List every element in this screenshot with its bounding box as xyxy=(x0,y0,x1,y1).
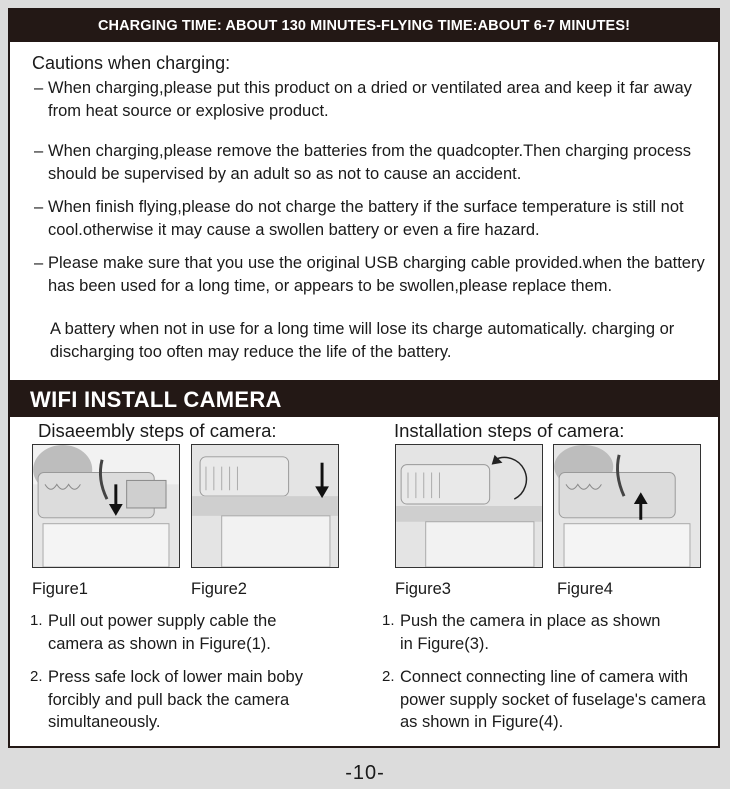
figure3-label: Figure3 xyxy=(395,580,451,598)
installation-step: 2. Connect connecting line of camera with power supply socket of fuselage's camera as shown in Figure(4). xyxy=(382,668,706,731)
figure4-label: Figure4 xyxy=(557,580,613,598)
installation-step: 1. Push the camera in place as shown in Figure(3). xyxy=(382,612,661,653)
figure2-label: Figure2 xyxy=(191,580,247,598)
cautions-title: Cautions when charging: xyxy=(32,53,231,73)
caution-item: – When charging,please remove the batteries from the quadcopter.Then charging process should be supervised by an adult so as not to cause an accident. xyxy=(34,142,691,183)
caution-item: – When finish flying,please do not charge the battery if the surface temperature is still not cool.otherwise it may cause a swollen battery or even a fire hazard. xyxy=(34,198,684,239)
figure2-illustration xyxy=(192,445,338,567)
figure1-illustration xyxy=(33,445,179,567)
page-number: -10- xyxy=(345,762,385,784)
disassembly-step: 2. Press safe lock of lower main boby forcibly and pull back the camera simultaneously. xyxy=(30,668,303,731)
disassembly-step: 1. Pull out power supply cable the camera as shown in Figure(1). xyxy=(30,612,277,653)
figure1-photo xyxy=(32,444,180,568)
figure3-illustration xyxy=(396,445,542,567)
content-panel xyxy=(8,8,720,748)
figure1-label: Figure1 xyxy=(32,580,88,598)
figure3-photo xyxy=(395,444,543,568)
figure4-illustration xyxy=(554,445,700,567)
wifi-section-banner: WIFI INSTALL CAMERA xyxy=(10,380,718,417)
battery-note: A battery when not in use for a long time will lose its charge automatically. charging or discharging too often may reduce the life of the battery. xyxy=(50,320,675,361)
installation-title: Installation steps of camera: xyxy=(394,420,625,441)
caution-item: – When charging,please put this product on a dried or ventilated area and keep it far away from heat source or explosive product. xyxy=(34,79,692,120)
charging-time-banner: CHARGING TIME: ABOUT 130 MINUTES-FLYING TIME:ABOUT 6-7 MINUTES! xyxy=(10,10,718,42)
figure4-photo xyxy=(553,444,701,568)
caution-item: – Please make sure that you use the original USB charging cable provided.when the battery has been used for a long time, or appears to be swollen,please replace them. xyxy=(34,254,705,295)
disassembly-title: Disaeembly steps of camera: xyxy=(38,420,277,441)
figure2-photo xyxy=(191,444,339,568)
